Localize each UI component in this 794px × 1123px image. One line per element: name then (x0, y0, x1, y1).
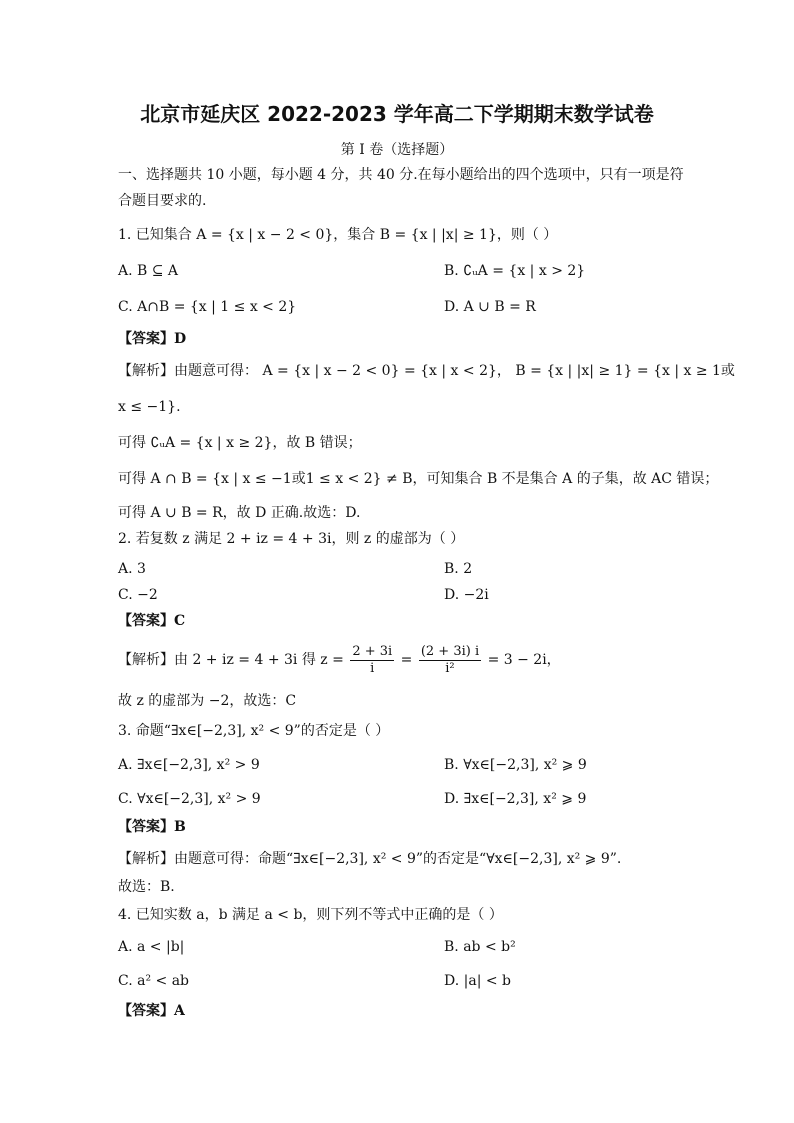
q2-fraction-2-denominator: i² (445, 660, 455, 676)
q3-option-b: B. ∀x∈[−2,3], x² ⩾ 9 (444, 757, 587, 773)
q2-fraction-2 (419, 644, 481, 677)
q4-answer: 【答案】A (118, 1003, 185, 1019)
q1-stem: 1. 已知集合 A = {x | x − 2 < 0}，集合 B = {x | |x| ≥ 1}，则（ ） (118, 227, 558, 243)
q1-answer: 【答案】D (118, 331, 187, 347)
q2-option-c: C. −2 (118, 587, 158, 603)
page-title: 北京市延庆区 2022-2023 学年高二下学期期末数学试卷 (140, 102, 654, 126)
q1-analysis-line5: 可得 A ∪ B = R，故 D 正确.故选：D. (118, 505, 361, 521)
q2-analysis-prefix: 【解析】由 2 + iz = 4 + 3i 得 z = (118, 652, 344, 668)
q3-stem: 3. 命题“∃x∈[−2,3], x² < 9”的否定是（ ） (118, 723, 390, 739)
q1-analysis-line1: 【解析】由题意可得： A = {x | x − 2 < 0} = {x | x < 2}， B = {x | |x| ≥ 1} = {x | x ≥ 1或 (118, 363, 735, 379)
q1-analysis-line4: 可得 A ∩ B = {x | x ≤ −1或1 ≤ x < 2} ≠ B，可知集合 B 不是集合 A 的子集，故 AC 错误； (118, 471, 719, 487)
q2-stem: 2. 若复数 z 满足 2 + iz = 4 + 3i，则 z 的虚部为（ ） (118, 531, 465, 547)
q2-analysis-result: = 3 − 2i， (487, 652, 561, 668)
q3-analysis-line1: 【解析】由题意可得：命题“∃x∈[−2,3], x² < 9”的否定是“∀x∈[−2,3], x² ⩾ 9”. (118, 851, 622, 867)
q2-option-b: B. 2 (444, 561, 473, 577)
q2-fraction-1 (350, 644, 394, 677)
q2-option-d: D. −2i (444, 587, 489, 603)
q1-option-d: D. A ∪ B = R (444, 299, 536, 315)
section-intro-line1: 一、选择题共 10 小题，每小题 4 分，共 40 分.在每小题给出的四个选项中，只有一项是符 (118, 167, 684, 183)
q4-option-c: C. a² < ab (118, 973, 190, 989)
section-intro-line2: 合题目要求的. (118, 193, 207, 209)
q4-option-d: D. |a| < b (444, 973, 511, 989)
q2-option-a: A. 3 (118, 561, 146, 577)
q2-answer: 【答案】C (118, 613, 186, 629)
q2-equals-sign: = (400, 652, 413, 668)
page-subtitle: 第 I 卷（选择题） (340, 142, 454, 158)
q2-analysis-line2: 故 z 的虚部为 −2，故选：C (118, 693, 297, 709)
q2-fraction-2-numerator: (2 + 3i) i (420, 643, 480, 659)
q1-option-b: B. ∁ᵤA = {x | x > 2} (444, 263, 586, 279)
q2-fraction-1-numerator: 2 + 3i (352, 643, 393, 659)
q2-analysis-line1 (118, 640, 561, 680)
q3-option-c: C. ∀x∈[−2,3], x² > 9 (118, 791, 261, 807)
q1-option-c: C. A∩B = {x | 1 ≤ x < 2} (118, 299, 297, 315)
q2-fraction-1-denominator: i (370, 660, 375, 676)
q3-analysis-line2: 故选：B. (118, 879, 175, 895)
q1-analysis-line3: 可得 ∁ᵤA = {x | x ≥ 2}，故 B 错误； (118, 435, 362, 451)
q3-option-a: A. ∃x∈[−2,3], x² > 9 (118, 757, 260, 773)
q3-option-d: D. ∃x∈[−2,3], x² ⩾ 9 (444, 791, 587, 807)
q4-stem: 4. 已知实数 a，b 满足 a < b，则下列不等式中正确的是（ ） (118, 907, 503, 923)
q4-option-a: A. a < |b| (118, 939, 185, 955)
q1-option-a: A. B ⊆ A (118, 263, 179, 279)
q1-analysis-line2: x ≤ −1}. (118, 399, 181, 415)
q3-answer: 【答案】B (118, 819, 186, 835)
q4-option-b: B. ab < b² (444, 939, 516, 955)
